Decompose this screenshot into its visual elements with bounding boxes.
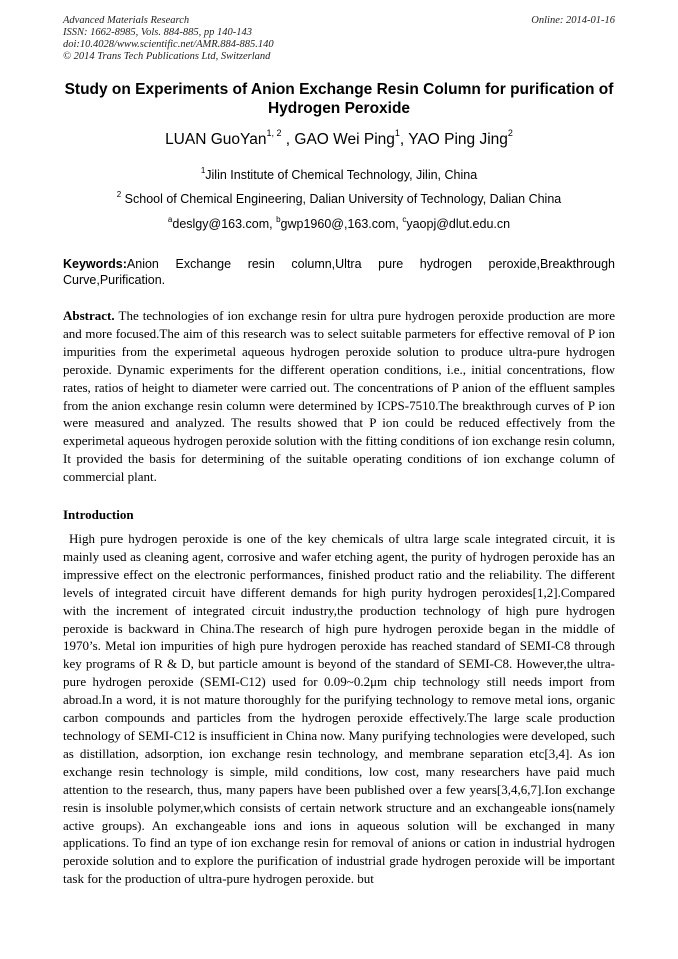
journal-name: Advanced Materials Research (63, 15, 190, 26)
publication-header (63, 15, 615, 63)
affiliation-text: School of Chemical Engineering, Dalian University of Technology, Dalian China (121, 192, 562, 206)
copyright-line: © 2014 Trans Tech Publications Ltd, Switzerland (63, 51, 271, 62)
introduction-body: High pure hydrogen peroxide is one of the key chemicals of ultra large scale integrated circuit, it is mainly used as cleaning agent, corrosive and wafer etching agent, the purity of hydrogen peroxide has an impressive effect on the electronic performances, finished product ratio and the reliability. The different levels of integrated circuit have different demands for high purity hydrogen peroxides[1,2].Compared with the increment of integrated circuit industry,the production technology of high pure hydrogen peroxide is backward in China.The research of high pure hydrogen peroxide began in the middle of 1970’s. Metal ion impurities of high pure hydrogen peroxide has reached standard of SEMI-C8 through key programs of R & D, but particle amount is beyond of the standard of SEMI-C8. However,the ultra-pure hydrogen peroxide (SEMI-C12) used for 0.09~0.2μm chip technology still needs import from abroad.In a word, it is not mature thoroughly for the purifying technology to remove metal ions, organic carbon compounds and particles from the hydrogen peroxide effectively.The large scale production technology of SEMI-C12 is insufficient in China now. Many purifying technologies were developed, such as distillation, adsorption, ion exchange resin technology, and membrane separation etc[3,4]. As ion exchange resin technology is simple, mild conditions, low cost, many researchers have paid much attention to the research, thus, many papers have been published over a few years[3,4,6,7].Ion exchange resin is insoluble polymer,which consists of certain network structure and an exchangeable ions(namely active groups). An exchangeable ions and ions in aqueous solution will be exchanged in many applications. To find an type of ion exchange resin for removal of anions or cation in industrial hydrogen peroxide solution and to explore the purification of industrial grade hydrogen peroxide will be important task for the production of ultra-pure hydrogen peroxide. but (63, 531, 615, 887)
abstract-label: Abstract. (63, 308, 115, 323)
affiliation-mark: 2 (116, 190, 122, 199)
keywords-text: Anion Exchange resin column,Ultra pure hydrogen peroxide,Breakthrough Curve,Purification. (63, 257, 615, 287)
issn-line: ISSN: 1662-8985, Vols. 884-885, pp 140-143 (63, 27, 252, 38)
affiliation-2 (63, 192, 615, 207)
author-affiliation-mark: 1, 2 (266, 128, 282, 138)
email-mark: b (276, 215, 281, 224)
abstract-text: The technologies of ion exchange resin for ultra pure hydrogen peroxide production are more and more focused.The aim of this research was to select suitable parmeters for effective removal of P ion impurities from the experimetal aqueous hydrogen peroxide solution to produce ultra-pure hydrogen peroxide. Dynamic experiments for the different operation conditions, i.e., initial concentrations, flow rates, ratios of height to diameter were carried out. The concentrations of P anion of the effluent samples from the anion exchange resin column were determined by ICPS-7510.The breakthrough curves of P ion were measured and analyzed. The results showed that P ion could be reduced effectively from the experimetal aqueous hydrogen peroxide solution with the fitting conditions of ion exchange resin column, It provided the basis for determining of the suitable operating conditions of ion exchange column of commercial plant. (63, 308, 615, 485)
author-affiliation-mark: 2 (507, 128, 513, 138)
email-address: deslgy@163.com, (172, 217, 277, 231)
doi-line: doi:10.4028/www.scientific.net/AMR.884-885.140 (63, 39, 274, 50)
introduction-heading: Introduction (63, 507, 134, 522)
email-address: yaopj@dlut.edu.cn (406, 217, 511, 231)
online-date: Online: 2014-01-16 (531, 15, 615, 26)
author-list (63, 130, 615, 150)
email-list (63, 217, 615, 232)
author-affiliation-mark: 1 (394, 128, 400, 138)
abstract-section (63, 307, 615, 486)
affiliation-1 (63, 168, 615, 183)
author-name: , GAO Wei Ping (281, 131, 395, 148)
author-name: LUAN GuoYan (165, 131, 267, 148)
affiliation-text: Jilin Institute of Chemical Technology, Jilin, China (205, 168, 478, 182)
keywords-section (63, 256, 615, 288)
keywords-label: Keywords: (63, 257, 127, 271)
email-mark: c (402, 215, 407, 224)
email-mark: a (167, 215, 173, 224)
affiliation-mark: 1 (200, 166, 206, 175)
author-name: , YAO Ping Jing (399, 131, 508, 148)
paper-title: Study on Experiments of Anion Exchange Resin Column for purification of Hydrogen Peroxide (64, 81, 614, 117)
email-address: gwp1960@,163.com, (280, 217, 403, 231)
